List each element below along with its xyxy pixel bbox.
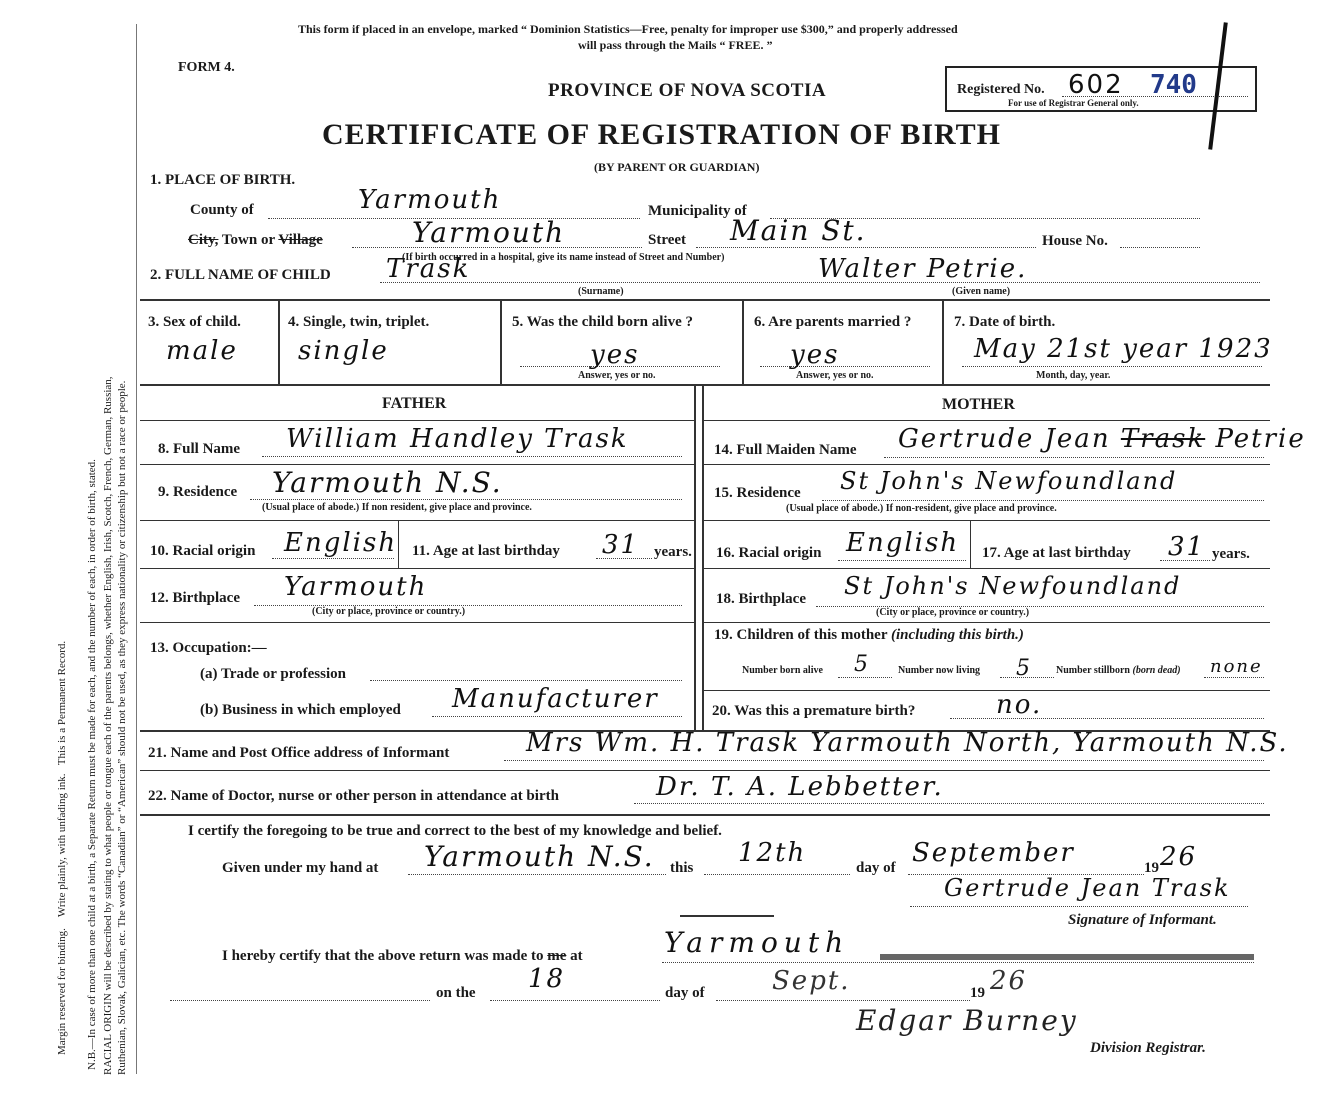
house-number-label: House No. — [1042, 233, 1108, 249]
given-under-label: Given under my hand at — [222, 860, 379, 876]
sex-value: male — [166, 336, 238, 366]
premature-label: 20. Was this a premature birth? — [712, 703, 916, 719]
father-birthplace-label: 12. Birthplace — [150, 590, 240, 606]
stillborn-count: none — [1210, 656, 1263, 677]
mother-age-label: 17. Age at last birthday — [982, 545, 1131, 561]
hospital-note: (If birth occurred in a hospital, give its name instead of Street and Number) — [402, 252, 725, 263]
father-name-label: 8. Full Name — [158, 441, 241, 457]
father-heading: FATHER — [382, 395, 447, 412]
town-label: City, Town or Village — [188, 232, 323, 248]
premature-value: no. — [996, 690, 1043, 720]
mother-residence-label: 15. Residence — [714, 485, 801, 501]
registrar-year-prefix: 19 — [970, 985, 985, 1001]
mother-years-label: years. — [1212, 546, 1250, 562]
mother-age-value: 31 — [1168, 532, 1206, 562]
division-registrar-label: Division Registrar. — [1090, 1040, 1206, 1056]
informant-signature: Gertrude Jean Trask — [944, 874, 1231, 902]
given-place-value: Yarmouth N.S. — [424, 840, 655, 873]
sex-label: 3. Sex of child. — [148, 314, 241, 330]
mother-heading: MOTHER — [942, 396, 1015, 413]
scribbled-out-text — [880, 954, 1254, 960]
place-of-birth-heading: 1. PLACE OF BIRTH. — [150, 172, 296, 188]
child-given-value: Walter Petrie. — [818, 254, 1028, 284]
mail-notice-1: This form if placed in an envelope, marked “ Dominion Statistics—Free, penalty for improper use $300,” and properly addressed — [298, 22, 958, 36]
married-value: yes — [790, 340, 840, 370]
born-alive-note: Answer, yes or no. — [578, 370, 656, 381]
father-birthplace-value: Yarmouth — [284, 572, 428, 602]
registrar-month-value: Sept. — [772, 966, 851, 996]
informant-signature-label: Signature of Informant. — [1068, 912, 1217, 928]
given-name-note: (Given name) — [952, 286, 1011, 297]
county-label: County of — [190, 202, 254, 218]
father-birthplace-note: (City or place, province or country.) — [312, 606, 466, 617]
form-number: FORM 4. — [178, 60, 235, 75]
registered-value-a: 602 — [1068, 70, 1124, 100]
margin-racial-note-1: RACIAL ORIGIN will be described by stating to what people or tongue each of the parents belongs, whether English, Irish, Scotch, French, German, Russian, — [102, 376, 114, 1075]
trade-label: (a) Trade or profession — [200, 666, 346, 682]
registrar-dayof-label: day of — [665, 985, 705, 1001]
informant-label: 21. Name and Post Office address of Informant — [148, 745, 450, 761]
married-note: Answer, yes or no. — [796, 370, 874, 381]
province-heading: PROVINCE OF NOVA SCOTIA — [548, 80, 827, 101]
married-label: 6. Are parents married ? — [754, 314, 912, 330]
mother-residence-note: (Usual place of abode.) If non-resident, give place and province. — [786, 503, 1057, 514]
registrar-on-label: on the — [436, 985, 476, 1001]
single-label: 4. Single, twin, triplet. — [288, 314, 430, 330]
children-label: 19. Children of this mother (including this birth.) — [714, 627, 1024, 643]
margin-binding-note: Margin reserved for binding. Write plainly, with unfading ink. This is a Permanent Record. — [56, 640, 68, 1055]
father-age-label: 11. Age at last birthday — [412, 543, 560, 559]
doctor-value: Dr. T. A. Lebbetter. — [656, 772, 944, 802]
registrar-day-value: 18 — [528, 964, 566, 994]
child-surname-value: Trask — [386, 254, 471, 284]
mail-notice-2: will pass through the Mails “ FREE. ” — [578, 38, 773, 52]
father-age-value: 31 — [602, 530, 640, 560]
date-of-birth-note: Month, day, year. — [1036, 370, 1111, 381]
father-years-label: years. — [654, 544, 692, 560]
registrar-place-value: Yarmouth — [664, 926, 850, 959]
this-label: this — [670, 860, 694, 876]
father-race-label: 10. Racial origin — [150, 543, 256, 559]
given-dayof-label: day of — [856, 860, 896, 876]
margin-nb-note: N.B.—In case of more than one child at a birth, a Separate Return must be made for each, and the number of each, in order of birth, stated. — [86, 459, 98, 1070]
now-living-label: Number now living — [898, 665, 981, 676]
mother-residence-value: St John's Newfoundland — [840, 467, 1178, 495]
registered-value-b: 740 — [1150, 70, 1197, 100]
father-residence-note: (Usual place of abode.) If non resident, give place and province. — [262, 502, 532, 513]
business-label: (b) Business in which employed — [200, 702, 401, 718]
given-year-prefix: 19 — [1144, 860, 1159, 876]
doctor-label: 22. Name of Doctor, nurse or other person in attendance at birth — [148, 788, 559, 804]
registered-label: Registered No. — [957, 82, 1045, 97]
father-name-value: William Handley Trask — [286, 424, 629, 454]
occupation-label: 13. Occupation:— — [150, 640, 267, 656]
business-value: Manufacturer — [452, 684, 659, 714]
margin-line — [136, 24, 137, 1074]
informant-value: Mrs Wm. H. Trask Yarmouth North, Yarmouth N.S. — [526, 728, 1289, 758]
surname-note: (Surname) — [578, 286, 624, 297]
now-living-count: 5 — [1016, 656, 1032, 681]
father-race-value: English — [284, 528, 398, 558]
stillborn-label: Number stillborn (born dead) — [1056, 665, 1181, 676]
mother-birthplace-value: St John's Newfoundland — [844, 572, 1182, 600]
registered-note: For use of Registrar General only. — [1008, 98, 1139, 108]
page-title: CERTIFICATE OF REGISTRATION OF BIRTH — [322, 118, 1001, 151]
certify-statement: I certify the foregoing to be true and correct to the best of my knowledge and belief. — [188, 823, 722, 839]
mother-name-label: 14. Full Maiden Name — [714, 442, 857, 458]
given-month-value: September — [912, 838, 1075, 868]
date-of-birth-value: May 21st year 1923 — [974, 334, 1273, 364]
registrar-statement: I hereby certify that the above return was made to me at — [222, 948, 583, 964]
margin-racial-note-2: Ruthenian, Slovak, Galician, etc. The words “Canadian” or “American” should not be used, as they express nationality or citizenship but not a race or people. — [116, 380, 128, 1075]
street-label: Street — [648, 232, 687, 248]
mother-race-label: 16. Racial origin — [716, 545, 822, 561]
child-name-label: 2. FULL NAME OF CHILD — [150, 267, 331, 283]
mother-name-value: Gertrude Jean Trask Petrie — [898, 424, 1306, 454]
street-value: Main St. — [730, 214, 867, 247]
given-year-value: 26 — [1160, 842, 1198, 872]
single-value: single — [298, 336, 389, 366]
county-value: Yarmouth — [358, 185, 502, 215]
father-residence-label: 9. Residence — [158, 484, 238, 500]
father-residence-value: Yarmouth N.S. — [272, 466, 503, 499]
mother-race-value: English — [846, 528, 960, 558]
date-of-birth-label: 7. Date of birth. — [954, 314, 1056, 330]
given-day-value: 12th — [738, 838, 807, 868]
born-alive-count: 5 — [854, 652, 870, 677]
town-value: Yarmouth — [412, 216, 566, 249]
born-alive-count-label: Number born alive — [742, 665, 823, 676]
page-subtitle: (BY PARENT OR GUARDIAN) — [594, 160, 760, 174]
born-alive-value: yes — [590, 340, 640, 370]
registrar-year-value: 26 — [990, 966, 1028, 996]
municipality-label: Municipality of — [648, 203, 747, 219]
born-alive-label: 5. Was the child born alive ? — [512, 314, 693, 330]
registrar-signature: Edgar Burney — [856, 1004, 1078, 1037]
mother-birthplace-label: 18. Birthplace — [716, 591, 806, 607]
mother-birthplace-note: (City or place, province or country.) — [876, 607, 1030, 618]
